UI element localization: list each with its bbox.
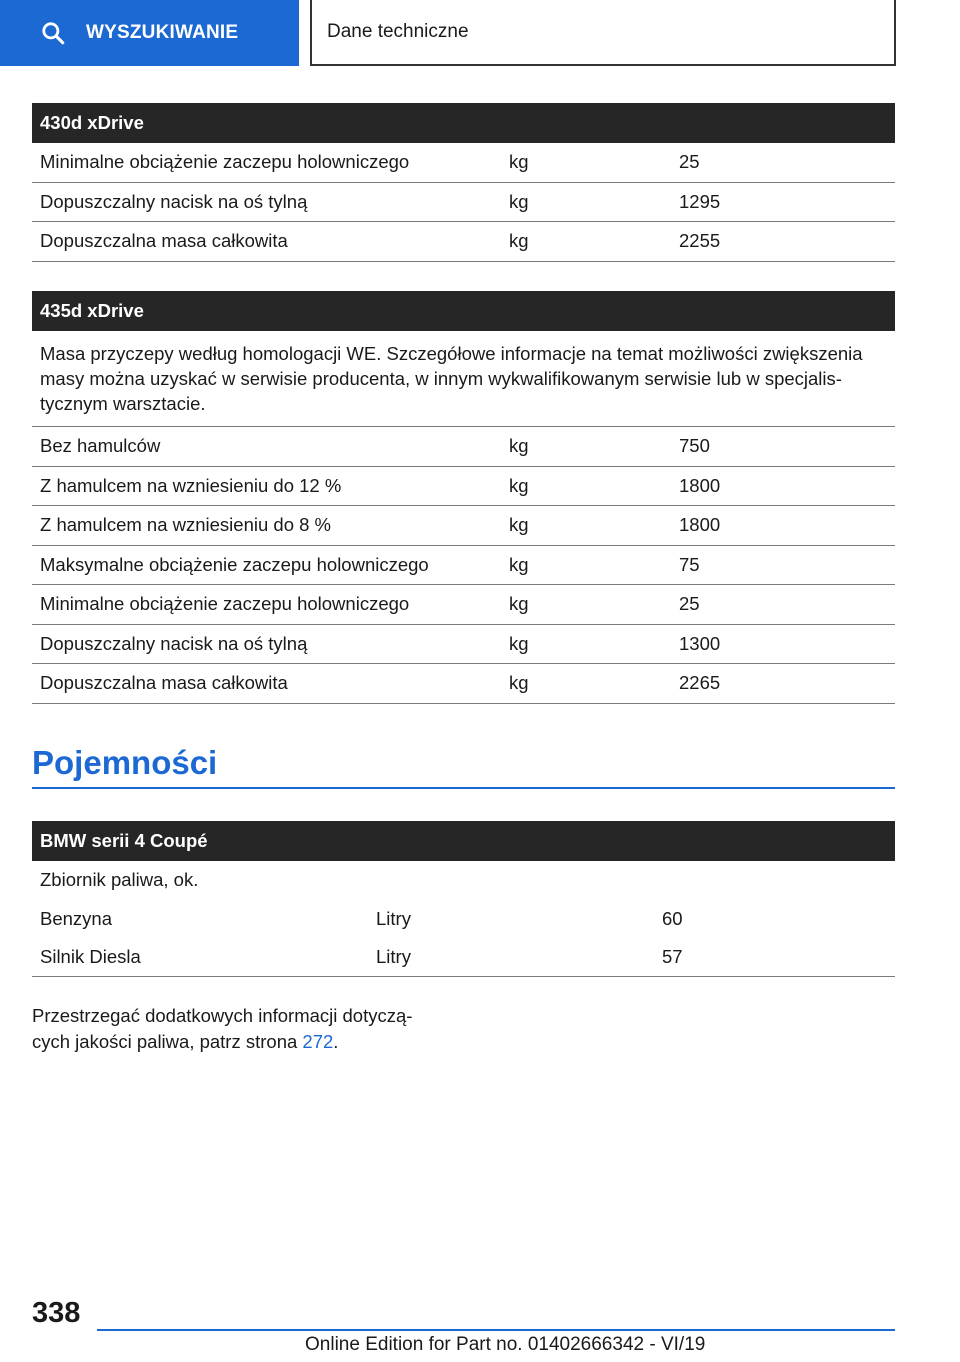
table-row bbox=[32, 467, 895, 507]
row-value: 57 bbox=[662, 945, 683, 967]
table-row bbox=[32, 664, 895, 704]
page-header bbox=[0, 0, 960, 66]
table-subtitle: Zbiornik paliwa, ok. bbox=[40, 869, 199, 891]
row-unit: kg bbox=[509, 435, 529, 457]
table-row bbox=[32, 546, 895, 586]
row-unit: kg bbox=[509, 474, 529, 496]
row-unit: Litry bbox=[376, 945, 411, 967]
row-value: 60 bbox=[662, 907, 683, 929]
row-value: 2265 bbox=[679, 672, 721, 694]
table-row bbox=[32, 625, 895, 665]
table-subtitle-row bbox=[32, 861, 895, 900]
table-430d bbox=[32, 103, 895, 262]
table-row bbox=[32, 427, 895, 467]
page-link[interactable]: 272 bbox=[302, 1031, 334, 1052]
table-title: 430d xDrive bbox=[32, 103, 895, 143]
row-label: Minimalne obciążenie zaczepu holowniczego bbox=[40, 151, 410, 173]
row-unit: kg bbox=[509, 672, 529, 694]
table-row bbox=[32, 143, 895, 183]
row-unit: kg bbox=[509, 514, 529, 536]
row-unit: kg bbox=[509, 632, 529, 654]
row-value: 2255 bbox=[679, 230, 721, 252]
row-label: Dopuszczalny nacisk na oś tylną bbox=[40, 190, 308, 212]
row-label: Bez hamulców bbox=[40, 435, 161, 457]
footer-divider bbox=[97, 1329, 895, 1331]
table-row bbox=[32, 938, 895, 977]
row-value: 1800 bbox=[679, 474, 721, 496]
row-value: 1300 bbox=[679, 632, 721, 654]
note-end: . bbox=[333, 1031, 339, 1052]
row-unit: kg bbox=[509, 553, 529, 575]
fuel-quality-note bbox=[32, 1003, 432, 1055]
row-value: 1800 bbox=[679, 514, 721, 536]
row-unit: Litry bbox=[376, 907, 411, 929]
row-label: Minimalne obciążenie zaczepu holowniczego bbox=[40, 593, 410, 615]
search-label: WYSZUKIWANIE bbox=[86, 22, 239, 43]
note-text: Przestrzegać dodatkowych informacji dotyczących jakości paliwa, patrz strona bbox=[32, 1005, 413, 1052]
section-heading: Pojemności bbox=[32, 740, 895, 789]
search-icon bbox=[40, 20, 66, 46]
row-label: Dopuszczalny nacisk na oś tylną bbox=[40, 632, 308, 654]
table-capacities bbox=[32, 821, 895, 977]
row-unit: kg bbox=[509, 190, 529, 212]
table-row bbox=[32, 506, 895, 546]
row-label: Dopuszczalna masa całkowita bbox=[40, 230, 288, 252]
row-value: 75 bbox=[679, 553, 700, 575]
row-value: 25 bbox=[679, 151, 700, 173]
search-button[interactable] bbox=[0, 0, 299, 66]
table-title: BMW serii 4 Coupé bbox=[32, 821, 895, 861]
row-label: Maksymalne obciążenie zaczepu holowniczego bbox=[40, 553, 429, 575]
table-row bbox=[32, 585, 895, 625]
table-title: 435d xDrive bbox=[32, 291, 895, 331]
edition-info: Online Edition for Part no. 01402666342 - VI/19 bbox=[305, 1334, 706, 1355]
row-label: Benzyna bbox=[40, 907, 112, 929]
table-row bbox=[32, 222, 895, 262]
row-label: Dopuszczalna masa całkowita bbox=[40, 672, 288, 694]
table-note: Masa przyczepy według homologacji WE. Szczegółowe informacje na temat możliwości zwiększenia masy można uzyskać w serwisie producenta, w innym wykwalifikowanym serwisie lub w specjalistycznym warsztacie. bbox=[32, 331, 895, 427]
row-value: 750 bbox=[679, 435, 710, 457]
row-unit: kg bbox=[509, 230, 529, 252]
section-title[interactable]: Dane techniczne bbox=[310, 0, 896, 66]
table-row bbox=[32, 900, 895, 939]
row-label: Z hamulcem na wzniesieniu do 12 % bbox=[40, 474, 342, 496]
page-number: 338 bbox=[32, 1297, 81, 1329]
row-value: 25 bbox=[679, 593, 700, 615]
table-row bbox=[32, 183, 895, 223]
row-value: 1295 bbox=[679, 190, 721, 212]
row-label: Silnik Diesla bbox=[40, 945, 141, 967]
row-unit: kg bbox=[509, 151, 529, 173]
table-435d bbox=[32, 291, 895, 704]
row-unit: kg bbox=[509, 593, 529, 615]
row-label: Z hamulcem na wzniesieniu do 8 % bbox=[40, 514, 332, 536]
